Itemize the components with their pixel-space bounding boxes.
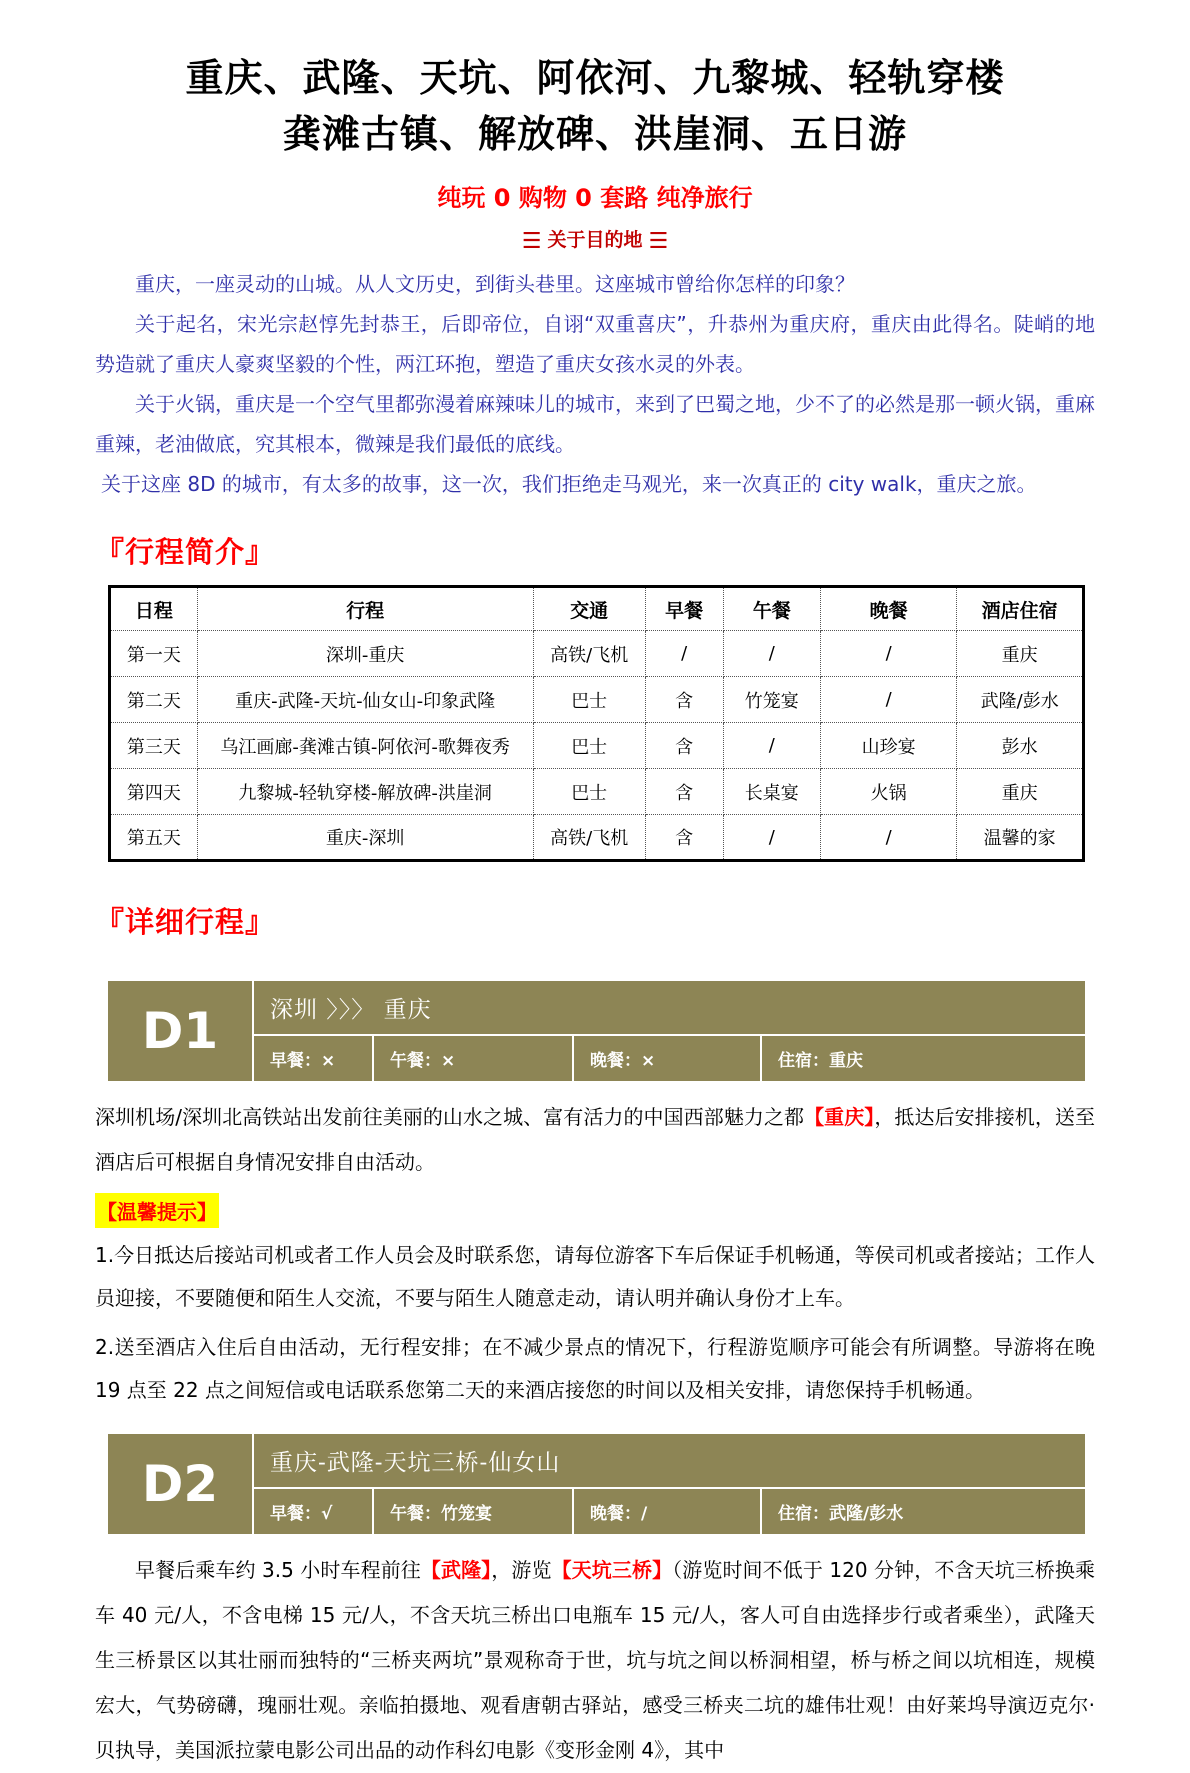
cell-transport: 巴士 xyxy=(533,723,645,769)
cell-hotel: 重庆 xyxy=(957,769,1084,815)
cell-breakfast: / xyxy=(645,631,723,677)
day2-lunch: 午餐：竹笼宴 xyxy=(374,1489,574,1534)
day1-desc-highlight: 【重庆】 xyxy=(804,1105,875,1129)
cell-day: 第三天 xyxy=(110,723,198,769)
page-title xyxy=(95,50,1095,162)
table-row xyxy=(110,723,1084,769)
col-header-route: 行程 xyxy=(197,587,533,631)
warm-tips-item-2: 2.送至酒店入住后自由活动，无行程安排；在不减少景点的情况下，行程游览顺序可能会有所调整。导游将在晚 19 点至 22 点之间短信或电话联系您第二天的来酒店接您的时间以及相关安排，请您保持手机畅通。 xyxy=(95,1335,1095,1402)
intro-paragraph-2: 关于起名，宋光宗赵惇先封恭王，后即帝位，自诩“双重喜庆”，升恭州为重庆府，重庆由此得名。陡峭的地势造就了重庆人豪爽坚毅的个性，两江环抱，塑造了重庆女孩水灵的外表。 xyxy=(95,312,1095,376)
day2-desc-text: ，游览 xyxy=(491,1558,552,1582)
cell-hotel: 彭水 xyxy=(957,723,1084,769)
intro-paragraph-3: 关于火锅，重庆是一个空气里都弥漫着麻辣味儿的城市，来到了巴蜀之地，少不了的必然是那一顿火锅，重麻重辣，老油做底，究其根本，微辣是我们最低的底线。 xyxy=(95,392,1095,456)
day1-desc-text: 深圳机场/深圳北高铁站出发前往美丽的山水之城、富有活力的中国西部魅力之都 xyxy=(95,1105,805,1129)
warm-tips-label: 【温馨提示】 xyxy=(95,1193,219,1228)
destination-section-heading xyxy=(95,225,1095,254)
day1-dinner: 晚餐：× xyxy=(574,1036,762,1081)
col-header-lunch: 午餐 xyxy=(723,587,820,631)
cell-transport: 巴士 xyxy=(533,677,645,723)
cell-hotel: 武隆/彭水 xyxy=(957,677,1084,723)
col-header-hotel: 酒店住宿 xyxy=(957,587,1084,631)
day1-description xyxy=(95,1095,1095,1185)
cell-hotel: 温馨的家 xyxy=(957,815,1084,861)
day2-description xyxy=(95,1548,1095,1773)
detail-itinerary-heading: 『详细行程』 xyxy=(95,905,276,939)
cell-dinner: 山珍宴 xyxy=(820,723,956,769)
cell-route: 重庆-深圳 xyxy=(197,815,533,861)
cell-breakfast: 含 xyxy=(645,677,723,723)
cell-route: 重庆-武隆-天坑-仙女山-印象武隆 xyxy=(197,677,533,723)
page-title-line1: 重庆、武隆、天坑、阿依河、九黎城、轻轨穿楼 xyxy=(185,56,1005,100)
cell-lunch: / xyxy=(723,631,820,677)
day1-route-title: 深圳 〉〉〉 重庆 xyxy=(254,981,1085,1036)
table-header-row xyxy=(110,587,1084,631)
slogan-text: 纯玩 0 购物 0 套路 纯净旅行 xyxy=(437,184,753,212)
cell-dinner: / xyxy=(820,815,956,861)
table-row xyxy=(110,815,1084,861)
cell-route: 九黎城-轻轨穿楼-解放碑-洪崖洞 xyxy=(197,769,533,815)
day2-desc-highlight-tiankeng: 【天坑三桥】 xyxy=(551,1558,673,1582)
trigram-decor-icon: ☰ xyxy=(521,229,542,254)
cell-day: 第一天 xyxy=(110,631,198,677)
trigram-decor-icon: ☰ xyxy=(648,229,669,254)
itinerary-summary-table xyxy=(108,585,1085,862)
cell-transport: 高铁/飞机 xyxy=(533,815,645,861)
destination-intro xyxy=(95,264,1095,504)
cell-lunch: / xyxy=(723,723,820,769)
intro-paragraph-1: 重庆，一座灵动的山城。从人文历史，到街头巷里。这座城市曾给你怎样的印象？ xyxy=(135,272,855,296)
cell-breakfast: 含 xyxy=(645,769,723,815)
cell-lunch: 长桌宴 xyxy=(723,769,820,815)
cell-breakfast: 含 xyxy=(645,815,723,861)
day2-dinner: 晚餐：/ xyxy=(574,1489,762,1534)
day2-stay: 住宿：武隆/彭水 xyxy=(778,1504,904,1524)
col-header-breakfast: 早餐 xyxy=(645,587,723,631)
brief-itinerary-heading: 『行程简介』 xyxy=(95,535,276,569)
warm-tips-item-1: 1.今日抵达后接站司机或者工作人员会及时联系您，请每位游客下车后保证手机畅通，等侯司机或者接站；工作人员迎接，不要随便和陌生人交流，不要与陌生人随意走动，请认明并确认身份才上车。 xyxy=(95,1243,1095,1310)
cell-day: 第二天 xyxy=(110,677,198,723)
day1-lunch: 午餐：× xyxy=(374,1036,574,1081)
destination-heading-label: 关于目的地 xyxy=(547,229,643,251)
cell-transport: 巴士 xyxy=(533,769,645,815)
day2-desc-text: 早餐后乘车约 3.5 小时车程前往 xyxy=(135,1558,421,1582)
day1-desc-text: ，抵达后安排接机，送至酒店后可根据自身情况安排自由活动。 xyxy=(95,1105,1095,1174)
cell-hotel: 重庆 xyxy=(957,631,1084,677)
cell-breakfast: 含 xyxy=(645,723,723,769)
day2-breakfast: 早餐：√ xyxy=(254,1489,374,1534)
cell-lunch: / xyxy=(723,815,820,861)
cell-dinner: / xyxy=(820,631,956,677)
day1-stay: 住宿：重庆 xyxy=(778,1051,863,1071)
day2-desc-highlight-wulong: 【武隆】 xyxy=(420,1558,492,1582)
day2-route-title: 重庆-武隆-天坑三桥-仙女山 xyxy=(254,1434,1085,1489)
cell-lunch: 竹笼宴 xyxy=(723,677,820,723)
page-title-line2: 龚滩古镇、解放碑、洪崖洞、五日游 xyxy=(282,112,907,156)
col-header-dinner: 晚餐 xyxy=(820,587,956,631)
table-row xyxy=(110,631,1084,677)
cell-dinner: / xyxy=(820,677,956,723)
cell-day: 第四天 xyxy=(110,769,198,815)
cell-route: 深圳-重庆 xyxy=(197,631,533,677)
table-row xyxy=(110,769,1084,815)
intro-paragraph-4: 关于这座 8D 的城市，有太多的故事，这一次，我们拒绝走马观光，来一次真正的 city walk，重庆之旅。 xyxy=(101,472,1037,496)
cell-day: 第五天 xyxy=(110,815,198,861)
col-header-day: 日程 xyxy=(110,587,198,631)
day1-header-block xyxy=(108,981,1085,1081)
table-row xyxy=(110,677,1084,723)
cell-transport: 高铁/飞机 xyxy=(533,631,645,677)
day1-breakfast: 早餐：× xyxy=(254,1036,374,1081)
cell-dinner: 火锅 xyxy=(820,769,956,815)
day2-header-block xyxy=(108,1434,1085,1534)
day1-code: D1 xyxy=(108,981,254,1081)
day2-code: D2 xyxy=(108,1434,254,1534)
cell-route: 乌江画廊-龚滩古镇-阿依河-歌舞夜秀 xyxy=(197,723,533,769)
day2-desc-text: （游览时间不低于 120 分钟，不含天坑三桥换乘车 40 元/人，不含电梯 15 元/人，不含天坑三桥出口电瓶车 15 元/人，客人可自由选择步行或者乘坐），武隆天生三桥景区以其壮丽而独特的“三桥夹两坑”景观称奇于世，坑与坑之间以桥洞相望，桥与桥之间以坑相连，规模宏大，气势磅礴，瑰丽壮观。亲临拍摄地、观看唐朝古驿站，感受三桥夹二坑的雄伟壮观！由好莱坞导演迈克尔·贝执导，美国派拉蒙电影公司出品的动作科幻电影《变形金刚 4》，其中 xyxy=(95,1558,1096,1762)
col-header-transport: 交通 xyxy=(533,587,645,631)
